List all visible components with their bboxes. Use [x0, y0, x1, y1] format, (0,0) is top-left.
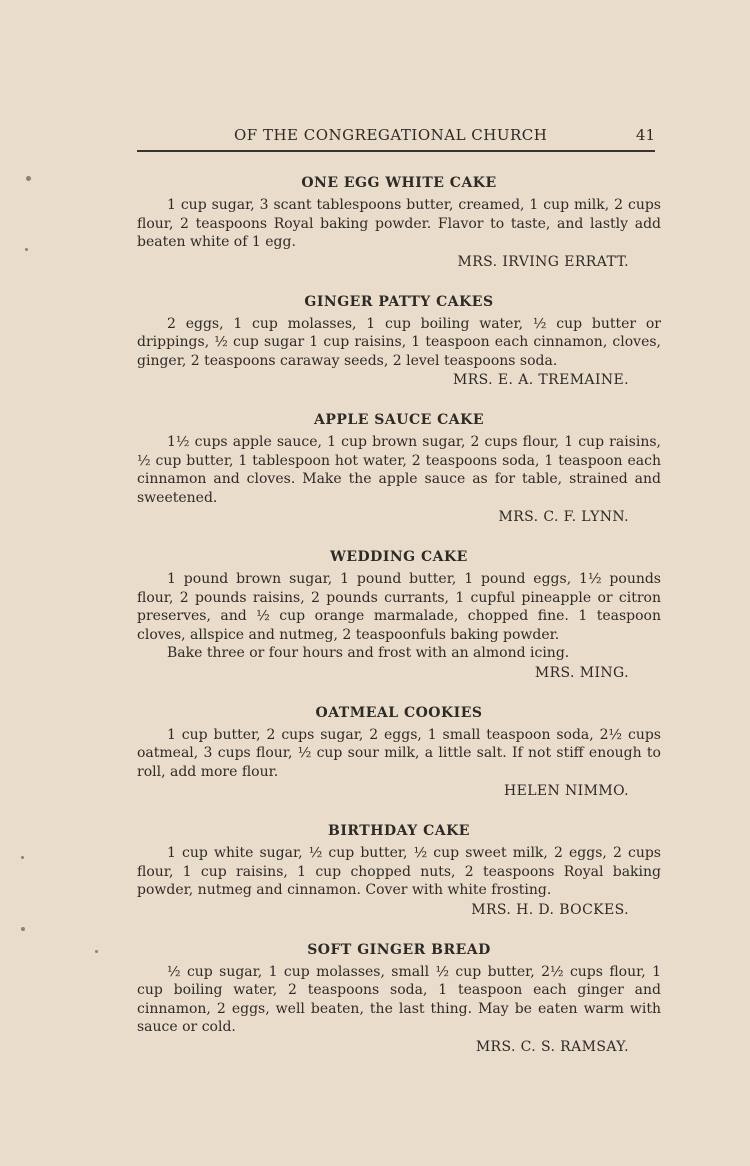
paper-speck [95, 950, 98, 953]
recipe-author: MRS. H. D. BOCKES. [471, 901, 629, 918]
recipe-author: MRS. MING. [534, 664, 629, 681]
page-number: 41 [635, 126, 655, 144]
recipe-list [137, 174, 661, 1078]
recipe-instructions: 1 cup sugar, 3 scant tablespoons butter, creamed, 1 cup milk, 2 cups flour, 2 teaspoons Royal baking powder. Flavor to taste, and lastly add beaten white of 1 egg. [137, 197, 661, 250]
recipe-instructions: ½ cup sugar, 1 cup molasses, small ½ cup butter, 2½ cups flour, 1 cup boiling water, 2 teaspoons soda, 1 teaspoon each ginger and cinnamon, 2 eggs, well beaten, the last thing. May be eaten warm with sauce or cold. [137, 963, 661, 1035]
recipe-title: GINGER PATTY CAKES [304, 293, 494, 310]
recipe-instructions: 1 cup white sugar, ½ cup butter, ½ cup sweet milk, 2 eggs, 2 cups flour, 1 cup raisins, 1 cup chopped nuts, 2 teaspoons Royal baking powder, nutmeg and cinnamon. Cover with white frosting. [137, 845, 661, 898]
running-title: OF THE CONGREGATIONAL CHURCH [234, 126, 548, 144]
recipe-title: APPLE SAUCE CAKE [313, 412, 485, 428]
recipe-one-egg-white-cake [137, 174, 661, 271]
recipe-instructions: 1½ cups apple sauce, 1 cup brown sugar, 2 cups flour, 1 cup raisins, ½ cup butter, 1 tablespoon hot water, 2 teaspoons soda, 1 teaspoon each cinnamon and cloves. Make the apple sauce as for table, strained and sweetened. [137, 434, 661, 506]
paper-speck [21, 927, 25, 931]
recipe-oatmeal-cookies [137, 704, 661, 801]
recipe-instructions: 1 pound brown sugar, 1 pound butter, 1 pound eggs, 1½ pounds flour, 2 pounds raisins, 2 pounds currants, 1 cupful pineapple or citron preserves, and ½ cup orange marmalade, chopped fine. 1 teaspoon cloves, allspice and nutmeg, 2 teaspoonfuls baking powder. [137, 571, 661, 643]
recipe-apple-sauce-cake [137, 411, 661, 526]
recipe-birthday-cake [137, 822, 661, 919]
recipe-title: SOFT GINGER BREAD [307, 941, 491, 958]
recipe-ginger-patty-cakes [137, 293, 661, 390]
recipe-title: ONE EGG WHITE CAKE [301, 175, 497, 191]
recipe-author: MRS. IRVING ERRATT. [457, 253, 629, 270]
recipe-soft-ginger-bread [137, 941, 661, 1056]
recipe-baking-note: Bake three or four hours and frost with an almond icing. [167, 645, 570, 661]
recipe-author: MRS. E. A. TREMAINE. [453, 372, 629, 388]
recipe-title: OATMEAL COOKIES [315, 704, 483, 721]
recipe-author: MRS. C. F. LYNN. [498, 509, 629, 525]
running-header [137, 122, 655, 152]
recipe-instructions: 2 eggs, 1 cup molasses, 1 cup boiling water, ½ cup butter or drippings, ½ cup sugar 1 cup raisins, 1 teaspoon each cinnamon, cloves, ginger, 2 teaspoons caraway seeds, 2 level teaspoons soda. [137, 315, 661, 369]
paper-speck [25, 248, 28, 251]
recipe-title: BIRTHDAY CAKE [328, 823, 470, 839]
recipe-author: MRS. C. S. RAMSAY. [475, 1038, 629, 1055]
paper-speck [26, 176, 31, 181]
recipe-title: WEDDING CAKE [330, 549, 468, 565]
recipe-wedding-cake [137, 548, 661, 682]
recipe-instructions: 1 cup butter, 2 cups sugar, 2 eggs, 1 small teaspoon soda, 2½ cups oatmeal, 3 cups flour, ½ cup sour milk, a little salt. If not stiff enough to roll, add more flour. [137, 726, 661, 780]
recipe-author: HELEN NIMMO. [503, 783, 629, 799]
paper-speck [21, 856, 24, 859]
